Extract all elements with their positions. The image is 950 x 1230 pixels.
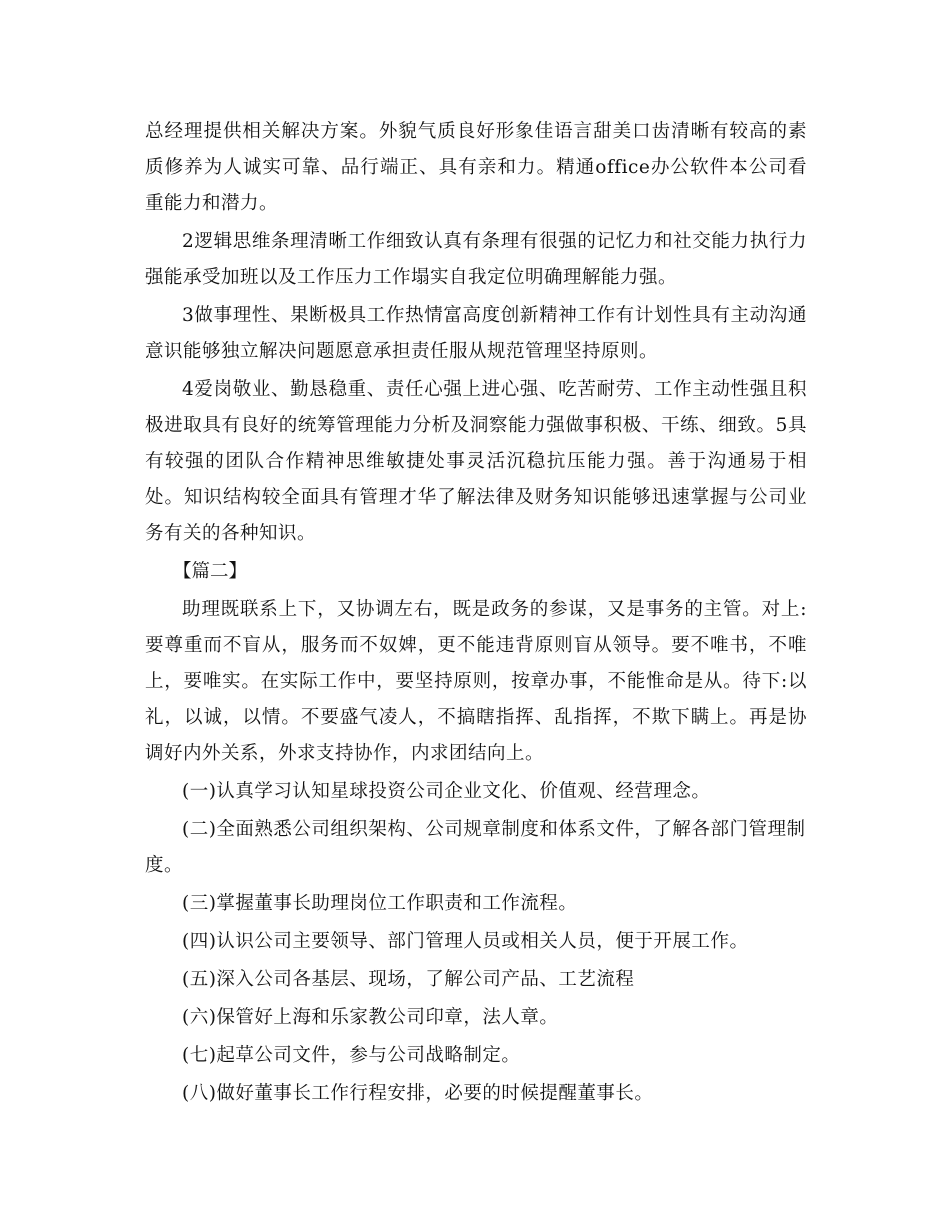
paragraph-item-4-5: 4爱岗敬业、勤恳稳重、责任心强上进心强、吃苦耐劳、工作主动性强且积极进取具有良好的统筹管理能力分析及洞察能力强做事积极、干练、细致。5具有较强的团队合作精神思维敏捷处事灵活沉稳抗压能力强。善于沟通易于相处。知识结构较全面具有管理才华了解法律及财务知识能够迅速掌握与公司业务有关的各种知识。 [145,379,807,544]
document-body [145,114,807,1112]
list-item-8: (八)做好董事长工作行程安排，必要的时候提醒董事长。 [182,1083,654,1104]
list-item-7: (七)起草公司文件，参与公司战略制定。 [182,1045,521,1066]
list-item-2: (二)全面熟悉公司组织架构、公司规章制度和体系文件，了解各部门管理制度。 [145,819,806,876]
list-item-4: (四)认识公司主要领导、部门管理人员或相关人员，便于开展工作。 [182,931,749,952]
list-item-3: (三)掌握董事长助理岗位工作职责和工作流程。 [182,893,578,914]
list-item-5: (五)深入公司各基层、现场，了解公司产品、工艺流程 [182,969,635,990]
list-item-1: (一)认真学习认知星球投资公司企业文化、价值观、经营理念。 [182,781,711,802]
paragraph-item-2: 2逻辑思维条理清晰工作细致认真有条理有很强的记忆力和社交能力执行力强能承受加班以及工作压力工作塌实自我定位明确理解能力强。 [145,231,807,288]
paragraph-item-3: 3做事理性、果断极具工作热情富高度创新精神工作有计划性具有主动沟通意识能够独立解决问题愿意承担责任服从规范管理坚持原则。 [145,305,807,362]
section-heading: 【篇二】 [173,561,248,582]
intro-paragraph: 助理既联系上下，又协调左右，既是政务的参谋，又是事务的主管。对上:要尊重而不盲从，服务而不奴婢，更不能违背原则盲从领导。要不唯书，不唯上，要唯实。在实际工作中，要坚持原则，按章办事，不能惟命是从。待下:以礼，以诚，以情。不要盛气凌人，不搞瞎指挥、乱指挥，不欺下瞒上。再是协调好内外关系，外求支持协作，内求团结向上。 [145,599,807,764]
paragraph-continuation: 总经理提供相关解决方案。外貌气质良好形象佳语言甜美口齿清晰有较高的素质修养为人诚实可靠、品行端正、具有亲和力。精通office办公软件本公司看重能力和潜力。 [145,121,807,214]
list-item-6: (六)保管好上海和乐家教公司印章，法人章。 [182,1007,559,1028]
